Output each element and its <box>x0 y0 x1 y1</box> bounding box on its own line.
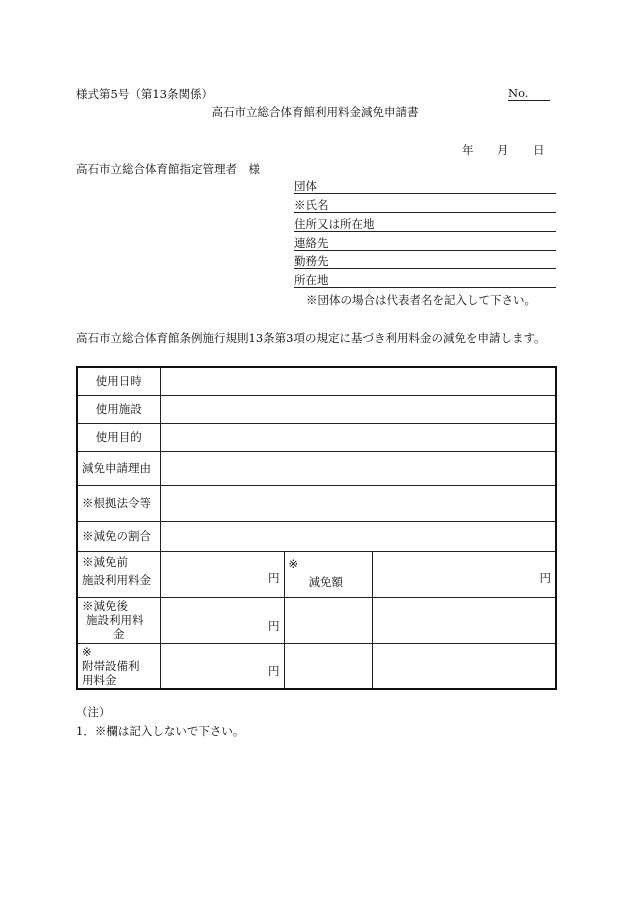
document-number-field[interactable] <box>508 86 550 101</box>
usage-datetime-cell[interactable] <box>160 367 556 395</box>
yen-unit: 円 <box>268 570 280 585</box>
row-label-fee-after <box>77 597 160 643</box>
table-row <box>77 597 556 643</box>
row-label-fee-before <box>77 551 160 597</box>
fee-after-blank-label <box>284 597 372 643</box>
row-label-purpose: 使用目的 <box>77 423 160 451</box>
application-statement: 高石市立総合体育館条例施行規則13条第3項の規定に基づき利用料金の減免を申請します。 <box>76 331 546 345</box>
table-row <box>77 485 556 521</box>
reason-cell[interactable] <box>160 451 556 485</box>
form-number: 様式第5号（第13条関係） <box>76 87 213 101</box>
fee-before-mark: ※減免前 <box>82 554 128 569</box>
reduction-mark: ※ <box>288 556 299 571</box>
applicant-field-label: 団体 <box>294 179 317 193</box>
table-row <box>77 451 556 485</box>
applicant-field-label: 勤務先 <box>294 254 329 268</box>
yen-unit: 円 <box>268 618 280 633</box>
equipment-fee-cell[interactable] <box>160 643 284 689</box>
applicant-field-label: ※氏名 <box>294 198 329 212</box>
applicant-field-name[interactable] <box>294 197 556 213</box>
table-row <box>77 423 556 451</box>
equipment-blank-label <box>284 643 372 689</box>
row-label-reason: 減免申請理由 <box>77 451 160 485</box>
date-day-label: 日 <box>533 143 545 157</box>
yen-unit: 円 <box>268 664 280 678</box>
fee-after-blank-value <box>372 597 556 643</box>
table-row <box>77 395 556 423</box>
fee-after-cell[interactable] <box>160 597 284 643</box>
purpose-cell[interactable] <box>160 423 556 451</box>
applicant-field-workplace-address[interactable] <box>294 272 556 288</box>
fee-after-line1: 施設利用料 <box>86 613 144 627</box>
applicant-field-address[interactable] <box>294 216 556 232</box>
applicant-field-label: 連絡先 <box>294 236 329 250</box>
legal-basis-cell[interactable] <box>160 485 556 521</box>
fee-after-line2: 金 <box>113 627 125 641</box>
equipment-line1: 附帯設備利 <box>82 658 140 673</box>
table-row <box>77 643 556 689</box>
applicant-field-label: 住所又は所在地 <box>294 217 375 231</box>
document-number-label: No. <box>508 86 550 101</box>
application-table <box>76 366 557 690</box>
date-year-label: 年 <box>462 143 474 157</box>
applicant-field-organization[interactable] <box>294 178 556 194</box>
applicant-field-contact[interactable] <box>294 235 556 251</box>
date-month-label: 月 <box>497 143 509 157</box>
table-row <box>77 551 556 597</box>
row-label-legal-basis: ※根拠法令等 <box>77 485 160 521</box>
facility-cell[interactable] <box>160 395 556 423</box>
table-row <box>77 521 556 551</box>
row-label-usage-datetime: 使用日時 <box>77 367 160 395</box>
row-label-equipment-fee <box>77 643 160 689</box>
equipment-mark: ※ <box>82 644 92 659</box>
page-title: 高石市立総合体育館利用料金減免申請書 <box>211 105 419 119</box>
yen-unit: 円 <box>539 570 551 585</box>
reduction-amount-cell[interactable] <box>372 551 556 597</box>
reduction-label: 減免額 <box>308 574 343 589</box>
equipment-blank-value <box>372 643 556 689</box>
applicant-field-label: 所在地 <box>294 273 329 287</box>
notes-heading: （注） <box>76 705 111 719</box>
fee-before-label: 施設利用料金 <box>82 572 151 587</box>
applicant-note: ※団体の場合は代表者名を記入して下さい。 <box>306 293 536 307</box>
reduction-amount-label <box>284 551 372 597</box>
row-label-facility: 使用施設 <box>77 395 160 423</box>
reduction-rate-cell[interactable] <box>160 521 556 551</box>
fee-after-mark: ※減免後 <box>82 599 128 613</box>
row-label-reduction-rate: ※減免の割合 <box>77 521 160 551</box>
table-row <box>77 367 556 395</box>
addressee: 高石市立総合体育館指定管理者 様 <box>76 162 260 176</box>
equipment-line2: 用料金 <box>82 672 117 687</box>
notes-item-1: 1．※欄は記入しないで下さい。 <box>76 724 245 738</box>
fee-before-cell[interactable] <box>160 551 284 597</box>
applicant-field-workplace[interactable] <box>294 253 556 269</box>
